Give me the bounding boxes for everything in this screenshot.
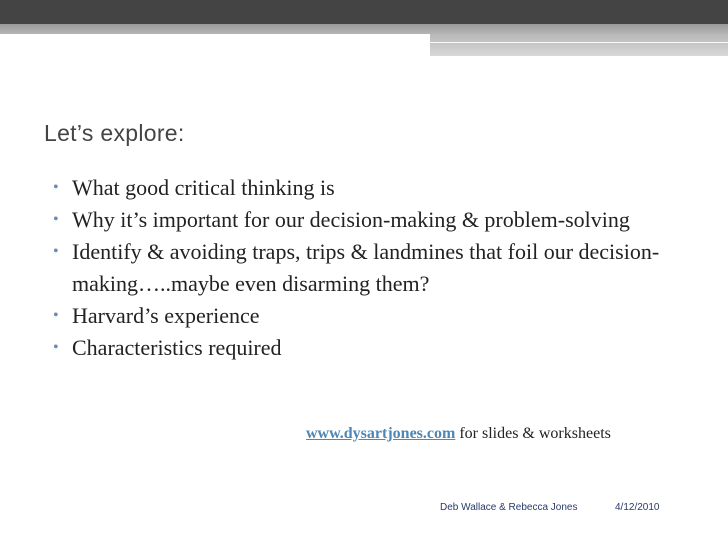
website-link[interactable]: www.dysartjones.com (306, 425, 456, 442)
footer-date: 4/12/2010 (615, 502, 660, 513)
header-bar (0, 0, 728, 24)
bullet-icon: • (53, 211, 59, 228)
bullet-icon: • (53, 307, 59, 324)
header-accent-block (430, 34, 728, 56)
header-accent-line (430, 42, 728, 43)
bullet-text: Why it’s important for our decision-making & problem-solving (72, 207, 630, 232)
bullet-icon: • (53, 339, 59, 356)
bullet-item (50, 236, 700, 300)
header-strip (0, 24, 728, 34)
bullet-text: Characteristics required (72, 335, 282, 360)
bullet-item (50, 204, 700, 236)
bullet-icon: • (53, 179, 59, 196)
bullet-item (50, 300, 700, 332)
bullet-text: Harvard’s experience (72, 303, 260, 328)
bullet-item (50, 172, 700, 204)
bullet-list (50, 172, 700, 364)
bullet-text: What good critical thinking is (72, 175, 335, 200)
resource-suffix: for slides & worksheets (455, 425, 611, 442)
bullet-icon: • (53, 243, 59, 260)
resource-line (306, 425, 611, 443)
bullet-text: Identify & avoiding traps, trips & landmines that foil our decision-making…..maybe even disarming them? (72, 239, 660, 296)
slide-title: Let’s explore: (44, 120, 185, 146)
bullet-item (50, 332, 700, 364)
footer-author: Deb Wallace & Rebecca Jones (440, 502, 578, 513)
